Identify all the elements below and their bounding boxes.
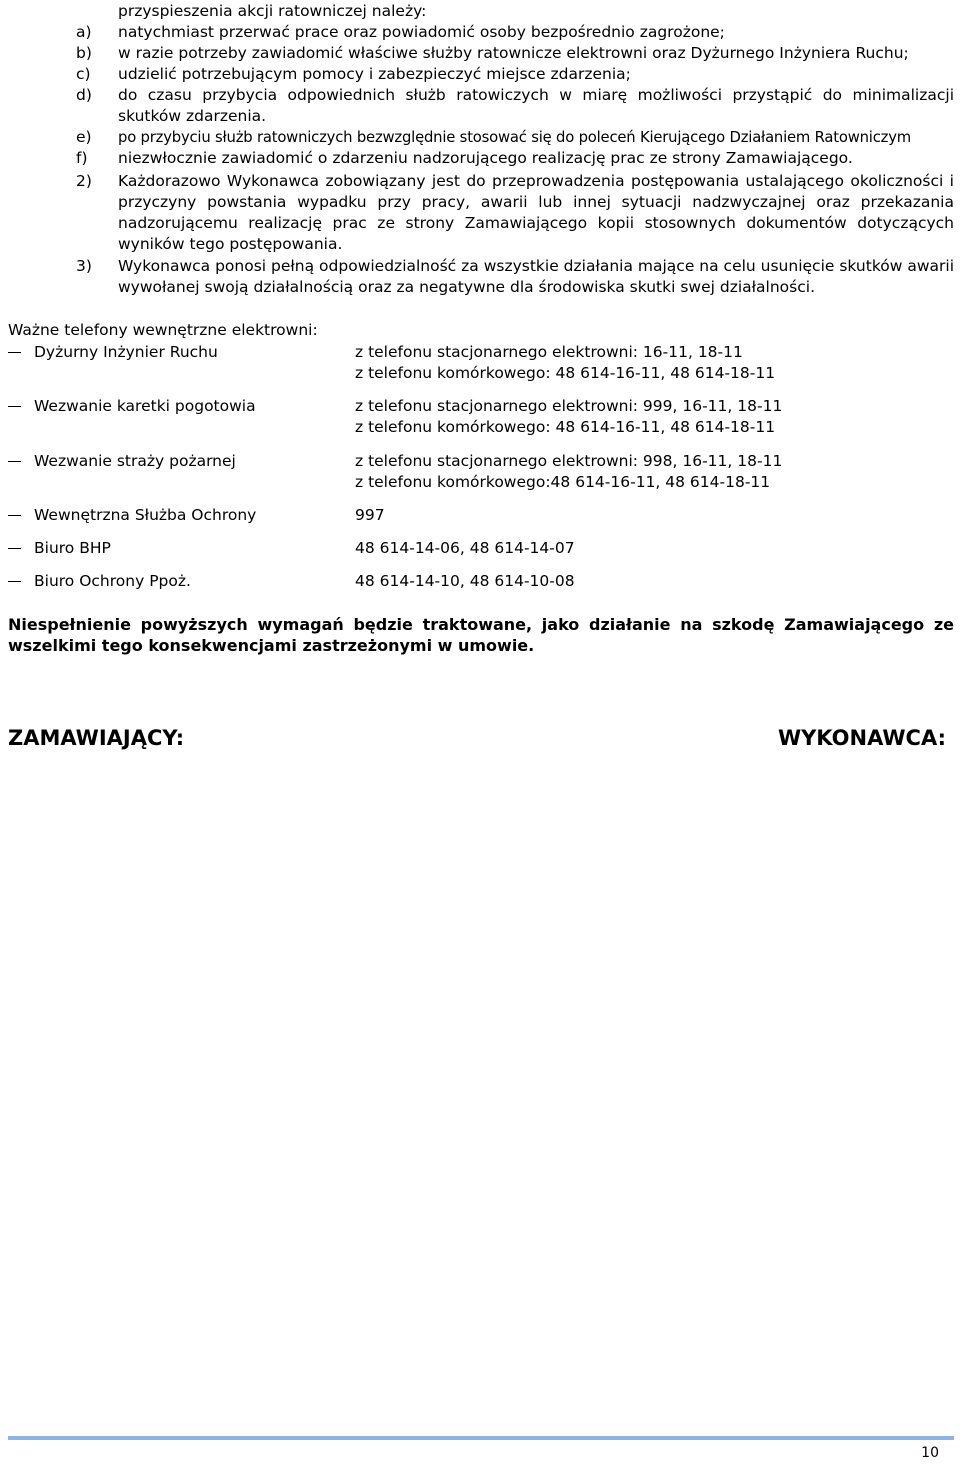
item-text: udzielić potrzebującym pomocy i zabezpieczyć miejsce zdarzenia; (118, 65, 631, 83)
page-number: 10 (921, 1445, 939, 1461)
dash-bullet (8, 352, 21, 353)
phone-number-line: z telefonu stacjonarnego elektrowni: 998, 16-11, 18-11 (355, 452, 783, 470)
item-marker: a) (76, 23, 92, 41)
phone-number-line: z telefonu komórkowego:48 614-16-11, 48 614-18-11 (355, 473, 771, 491)
item-text: Każdorazowo Wykonawca zobowiązany jest do przeprowadzenia postępowania ustalającego okoliczności i przyczyny powstania wypadku przy pracy, awarii lub innej sytuacji nadzwyczajnej oraz przekazania nadzorującemu realizację prac ze strony Zamawiającego kopii stosownych dokumentów dotyczących wyników tego postępowania. (118, 172, 954, 253)
phone-entry-name: Biuro Ochrony Ppoż. (34, 572, 191, 590)
item-text: niezwłocznie zawiadomić o zdarzeniu nadzorującego realizację prac ze strony Zamawiającego. (118, 149, 853, 167)
phone-entry-name: Wezwanie straży pożarnej (34, 452, 236, 470)
item-marker: b) (76, 44, 92, 62)
phone-number-line: 48 614-14-10, 48 614-10-08 (355, 572, 575, 590)
item-marker: 3) (76, 257, 92, 275)
dash-bullet (8, 548, 21, 549)
signature-label-contractor: WYKONAWCA: (777, 726, 946, 750)
item-marker: c) (76, 65, 91, 83)
item-text: w razie potrzeby zawiadomić właściwe służby ratownicze elektrowni oraz Dyżurnego Inżyniera Ruchu; (118, 44, 909, 62)
footer-rule (8, 1436, 954, 1440)
item-text: do czasu przybycia odpowiednich służb ratowiczych w miarę możliwości przystąpić do minimalizacji skutków zdarzenia. (118, 86, 954, 125)
item-marker: e) (76, 128, 92, 146)
dash-bullet (8, 461, 21, 462)
dash-bullet (8, 406, 21, 407)
item-text: Wykonawca ponosi pełną odpowiedzialność za wszystkie działania mające na celu usunięcie skutków awarii wywołanej swoją działalnością oraz za negatywne dla środowiska skutki swej działalności. (118, 257, 954, 296)
phone-entry-name: Dyżurny Inżynier Ruchu (34, 343, 218, 361)
dash-bullet (8, 581, 21, 582)
item-marker: 2) (76, 172, 92, 190)
warning-paragraph: Niespełnienie powyższych wymagań będzie traktowane, jako działanie na szkodę Zamawiającego ze wszelkimi tego konsekwencjami zastrzeżonymi w umowie. (8, 615, 954, 655)
item-marker: d) (76, 86, 92, 104)
phone-entry-name: Biuro BHP (34, 539, 111, 557)
phone-number-line: z telefonu komórkowego: 48 614-16-11, 48 614-18-11 (355, 364, 776, 382)
phone-entry-name: Wewnętrzna Służba Ochrony (34, 506, 257, 524)
dash-bullet (8, 515, 21, 516)
phone-entry-name: Wezwanie karetki pogotowia (34, 397, 256, 415)
signature-label-orderer: ZAMAWIAJĄCY: (8, 726, 185, 750)
phone-number-line: z telefonu komórkowego: 48 614-16-11, 48 614-18-11 (355, 418, 776, 436)
phone-number-line: 48 614-14-06, 48 614-14-07 (355, 539, 575, 557)
item-text: po przybyciu służb ratowniczych bezwzględnie stosować się do poleceń Kierującego Działaniem Ratowniczym (118, 129, 911, 146)
phones-heading: Ważne telefony wewnętrzne elektrowni: (8, 321, 318, 339)
phone-number-line: 997 (355, 506, 385, 524)
procedures-intro: przyspieszenia akcji ratowniczej należy: (118, 2, 427, 20)
phone-number-line: z telefonu stacjonarnego elektrowni: 16-11, 18-11 (355, 343, 743, 361)
item-marker: f) (76, 149, 88, 167)
phone-number-line: z telefonu stacjonarnego elektrowni: 999, 16-11, 18-11 (355, 397, 783, 415)
item-text: natychmiast przerwać prace oraz powiadomić osoby bezpośrednio zagrożone; (118, 23, 725, 41)
